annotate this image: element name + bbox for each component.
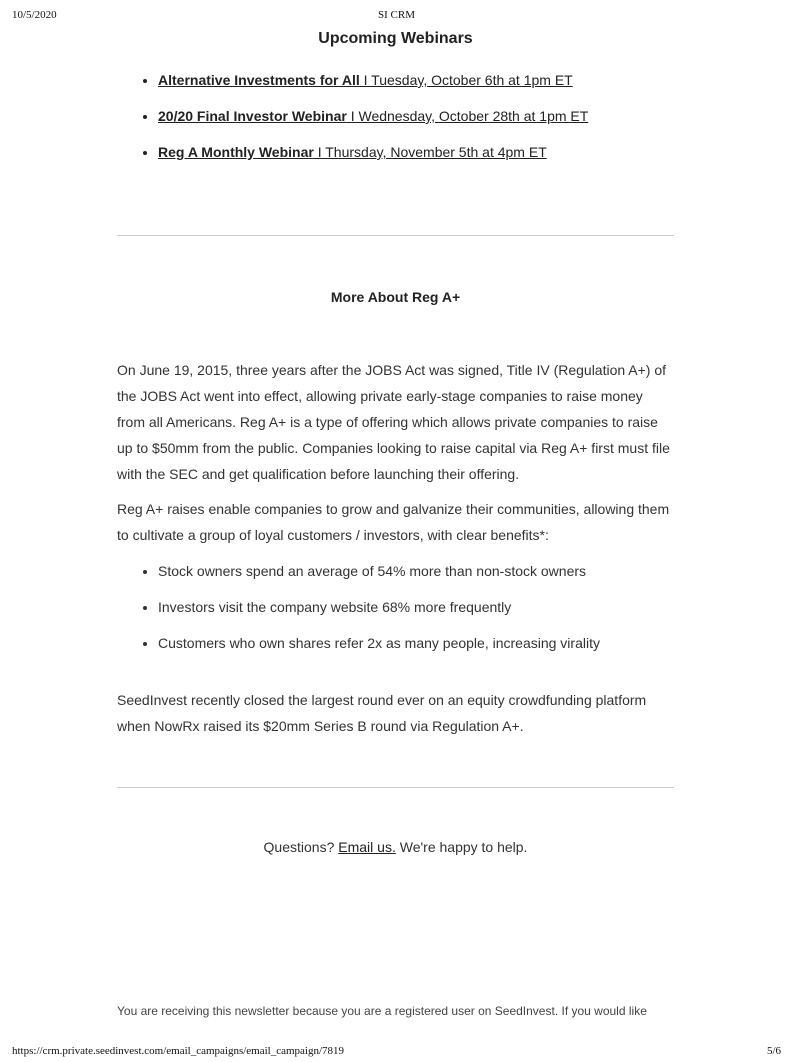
questions-suffix: We're happy to help. [395,839,528,855]
print-title: SI CRM [378,9,415,21]
webinar-link-final-investor[interactable] [158,108,588,124]
print-page-number: 5/6 [766,1045,781,1057]
print-date: 10/5/2020 [12,9,57,21]
webinar-link-reg-a-monthly[interactable] [158,144,547,160]
questions-line [117,839,674,855]
email-us-link[interactable]: Email us. [338,839,396,855]
rega-intro-paragraph: On June 19, 2015, three years after the JOBS Act was signed, Title IV (Regulation A+) of the JOBS Act went into effect, allowing private early-stage companies to raise money from all Americans. Reg A+ is a type of offering which allows private companies to raise up to $50mm from the public. Companies looking to raise capital via Reg A+ first must file with the SEC and get qualification before launching their offering. [117,362,670,482]
webinar-date: I Thursday, November 5th at 4pm ET [313,144,547,160]
webinar-name: Alternative Investments for All [158,72,360,88]
webinar-link-alternative-investments[interactable] [158,72,573,88]
benefit-item: • Stock owners spend an average of 54% more than non-stock owners [158,558,600,594]
webinar-item [158,62,588,98]
webinar-name: Reg A Monthly Webinar [158,144,314,160]
benefits-list [117,558,600,666]
webinar-list [117,62,588,170]
newsletter-footer-note: You are receiving this newsletter because you are a registered user on SeedInvest. If you would like [117,1004,647,1018]
webinars-heading: Upcoming Webinars [318,30,473,47]
webinar-item [158,134,588,170]
webinar-date: I Tuesday, October 6th at 1pm ET [359,72,573,88]
rega-benefits-paragraph: Reg A+ raises enable companies to grow and galvanize their communities, allowing them to cultivate a group of loyal customers / investors, with clear benefits*: [117,501,670,543]
rega-heading: More About Reg A+ [330,289,461,305]
print-url: https://crm.private.seedinvest.com/email_campaigns/email_campaign/7819 [12,1045,345,1057]
nowrx-paragraph: SeedInvest recently closed the largest round ever on an equity crowdfunding platform when NowRx raised its $20mm Series B round via Regulation A+. [117,692,647,734]
section-divider [117,787,674,788]
webinar-date: I Wednesday, October 28th at 1pm ET [346,108,589,124]
benefit-item: • Investors visit the company website 68% more frequently [158,594,600,630]
webinar-item [158,98,588,134]
benefit-item: • Customers who own shares refer 2x as many people, increasing virality [158,630,600,666]
questions-prefix: Questions? [263,839,339,855]
section-divider [117,235,674,236]
webinar-name: 20/20 Final Investor Webinar [158,108,347,124]
